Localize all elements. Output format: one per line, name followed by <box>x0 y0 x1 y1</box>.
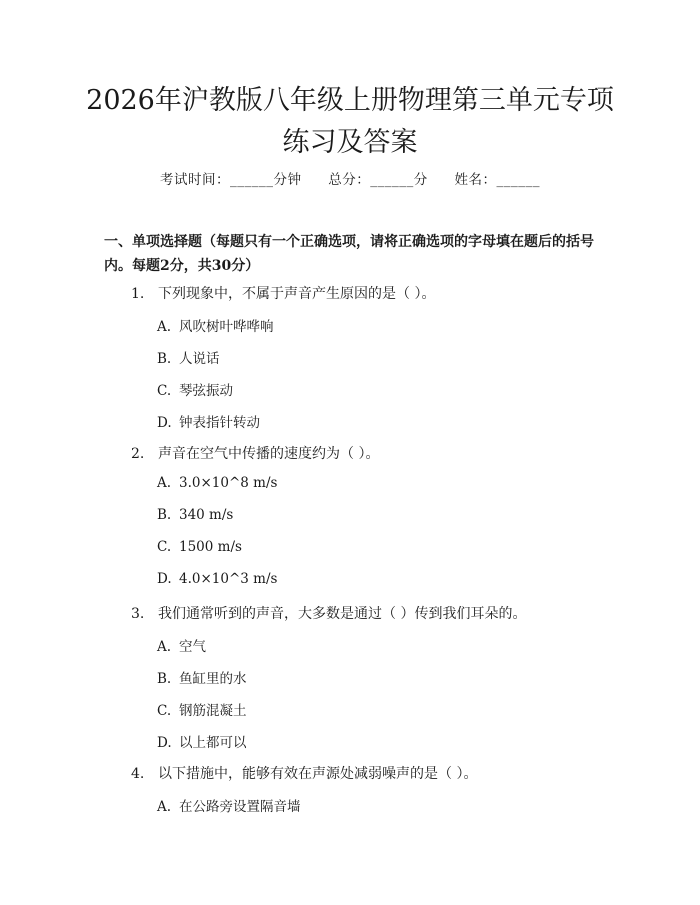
option-letter: B. <box>157 507 172 523</box>
option-letter: B. <box>157 351 172 367</box>
option-text: 空气 <box>179 639 206 655</box>
question-2-option-c <box>157 539 242 555</box>
option-letter: D. <box>157 571 172 587</box>
option-text: 340 m/s <box>179 507 234 523</box>
question-number: 1. <box>131 286 145 302</box>
option-text: 1500 m/s <box>179 539 242 555</box>
question-3-option-d <box>157 731 247 751</box>
exam-info-line <box>0 168 700 188</box>
option-letter: A. <box>157 475 172 491</box>
question-1-option-b <box>157 347 220 367</box>
question-number: 3. <box>131 606 145 622</box>
option-text: 鱼缸里的水 <box>179 671 247 687</box>
option-letter: C. <box>157 703 172 719</box>
section-heading: 一、单项选择题（每题只有一个正确选项，请将正确选项的字母填在题后的括号内。每题2分，共30分） <box>104 234 594 274</box>
question-number: 2. <box>131 446 145 462</box>
document-title <box>60 80 640 164</box>
question-2-option-d <box>157 571 277 587</box>
option-text: 在公路旁设置隔音墙 <box>179 799 301 815</box>
option-text: 4.0×10^3 m/s <box>179 571 278 587</box>
option-letter: D. <box>157 415 172 431</box>
option-text: 人说话 <box>179 351 220 367</box>
question-number: 4. <box>131 766 145 782</box>
option-text: 3.0×10^8 m/s <box>179 475 278 491</box>
question-3-option-a <box>157 635 206 655</box>
option-text: 琴弦振动 <box>179 383 233 399</box>
option-letter: A. <box>157 799 172 815</box>
question-3 <box>131 603 526 623</box>
question-1-option-a <box>157 315 274 335</box>
question-1 <box>131 283 435 303</box>
option-letter: C. <box>157 383 172 399</box>
option-text: 钟表指针转动 <box>179 415 260 431</box>
title-line-1: 2026年沪教版八年级上册物理第三单元专项 <box>86 85 614 116</box>
question-1-option-d <box>157 411 260 431</box>
question-text: 声音在空气中传播的速度约为（ ）。 <box>158 446 380 462</box>
question-3-option-b <box>157 667 247 687</box>
option-text: 以上都可以 <box>179 735 247 751</box>
option-text: 钢筋混凝土 <box>179 703 247 719</box>
name-label: 姓名：______ <box>454 172 541 188</box>
question-4-option-a <box>157 795 301 815</box>
option-letter: C. <box>157 539 172 555</box>
exam-time-label: 考试时间：______分钟 <box>159 172 302 188</box>
question-2-option-a <box>157 475 277 491</box>
option-letter: D. <box>157 735 172 751</box>
question-text: 我们通常听到的声音，大多数是通过（ ）传到我们耳朵的。 <box>158 606 527 622</box>
question-text: 下列现象中，不属于声音产生原因的是（ ）。 <box>158 286 436 302</box>
option-letter: A. <box>157 639 172 655</box>
question-text: 以下措施中，能够有效在声源处减弱噪声的是（ ）。 <box>158 766 478 782</box>
question-2-option-b <box>157 507 233 523</box>
question-3-option-c <box>157 699 247 719</box>
option-text: 风吹树叶哗哗响 <box>179 319 274 335</box>
total-score-label: 总分：______分 <box>328 172 428 188</box>
question-1-option-c <box>157 379 233 399</box>
option-letter: B. <box>157 671 172 687</box>
question-2 <box>131 443 379 463</box>
question-4 <box>131 763 477 783</box>
title-line-2: 练习及答案 <box>282 127 418 158</box>
option-letter: A. <box>157 319 172 335</box>
